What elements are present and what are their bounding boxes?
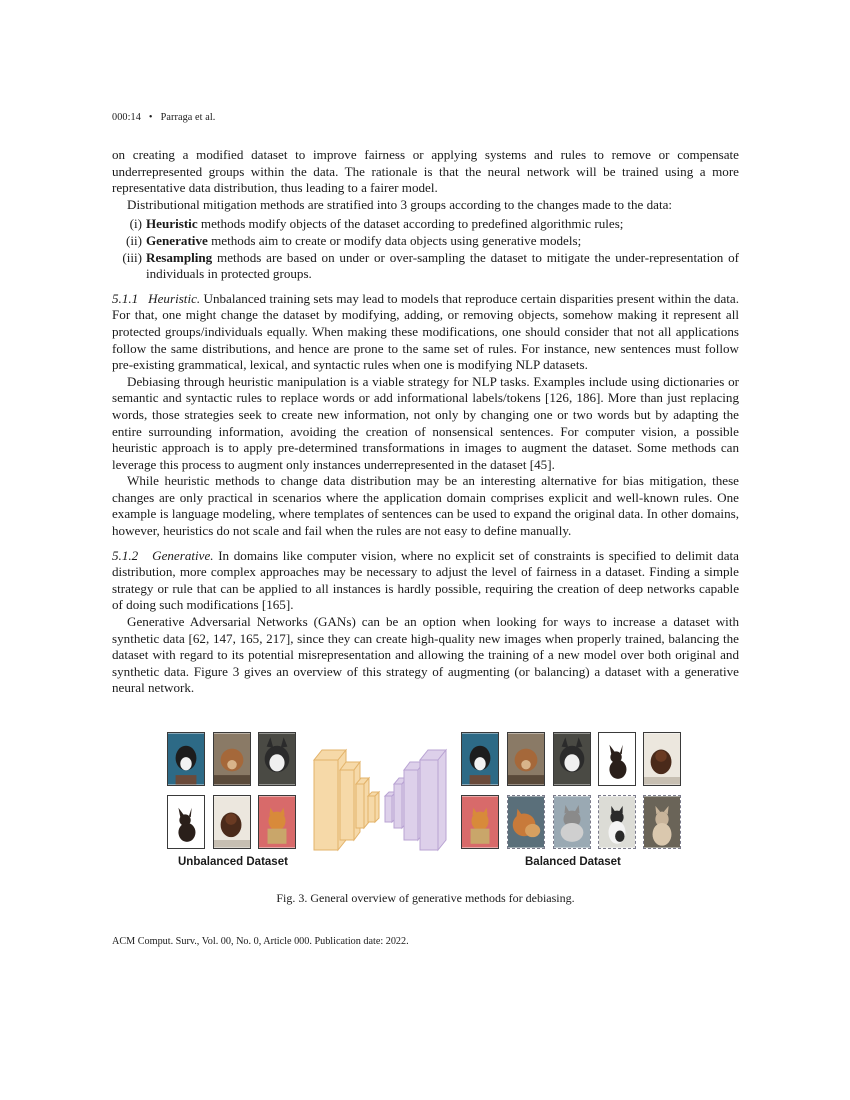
- unbalanced-dataset-label: Unbalanced Dataset: [178, 856, 288, 868]
- dog-photo: [167, 795, 205, 849]
- section-text: In domains like computer vision, where no explicit set of constraints is specified to delimit data distribution, more complex approaches may be necessary to adjust the level of fairness in a dataset. Finding a simple strategy or rule that can be applied to all instances is hardly possible, requiring the creation of deep networks capable of doing such modifications [165].: [112, 547, 739, 613]
- dog-photo: [507, 732, 545, 786]
- synthetic-cat-photo: [507, 795, 545, 849]
- cat-photo: [258, 795, 296, 849]
- list-text: methods modify objects of the dataset according to predefined algorithmic rules;: [197, 216, 624, 232]
- section-511-paragraph: [112, 291, 739, 374]
- page-footer: ACM Comput. Surv., Vol. 00, No. 0, Article 000. Publication date: 2022.: [112, 936, 409, 947]
- dog-photo: [461, 732, 499, 786]
- list-item: [112, 216, 739, 233]
- generative-network-diagram: [312, 744, 452, 854]
- dog-photo: [213, 732, 251, 786]
- running-head: [112, 112, 215, 123]
- paragraph: Distributional mitigation methods are stratified into 3 groups according to the changes made to the data:: [127, 196, 673, 212]
- balanced-dataset-label: Balanced Dataset: [525, 856, 621, 868]
- figure-caption: Fig. 3. General overview of generative methods for debiasing.: [276, 891, 575, 905]
- section-number: 5.1.1: [112, 290, 139, 306]
- page-number: 000:14: [112, 112, 141, 123]
- paragraph: Generative Adversarial Networks (GANs) can be an option when looking for ways to increase a dataset with synthetic data [62, 147, 165, 217], since they can create high-quality new images when properly trained, balancing the dataset with regard to its potential misrepresentation and allowing the training of a new model over both original and synthetic data. Figure 3 gives an overview of this strategy of augmenting (or balancing) a dataset with a generative neural network.: [112, 614, 739, 696]
- list-text: methods aim to create or modify data objects using generative models;: [207, 232, 582, 248]
- list-term: Heuristic: [146, 216, 198, 232]
- dog-photo: [553, 732, 591, 786]
- paragraph: While heuristic methods to change data distribution may be an interesting alternative for bias mitigation, these changes are only practical in scenarios where the application domain comprises explicit and well-known rules. One example is language modeling, where templates of sentences can be used to expand the original data. In other domains, however, heuristics do not scale and fail when the rules are not easy to define manually.: [112, 473, 739, 539]
- synthetic-cat-photo: [553, 795, 591, 849]
- section-number: 5.1.2: [112, 547, 139, 563]
- synthetic-cat-photo: [598, 795, 636, 849]
- running-authors: Parraga et al.: [160, 112, 216, 123]
- dog-photo: [258, 732, 296, 786]
- section-text: Unbalanced training sets may lead to models that reproduce certain disparities present within the data. For that, one might change the dataset by modifying, adding, or removing objects, somehow making it represent all protected groups/individuals equally. When making these modifications, one should consider that not all applications follow the same distributions, and hence are prone to the same set of rules. For instance, new sentences must follow pre-existing grammatical, lexical, and syntactic rules when one is modifying NLP datasets.: [112, 290, 739, 373]
- list-term: Resampling: [146, 249, 213, 265]
- encoder-blocks: [314, 750, 379, 850]
- list-item: [112, 233, 739, 250]
- list-text: methods are based on under or over-sampling the dataset to mitigate the under-representation of individuals in protected groups.: [146, 249, 739, 282]
- list-item: [112, 250, 739, 283]
- list-number: (ii): [126, 232, 142, 248]
- dog-photo: [598, 732, 636, 786]
- list-number: (i): [129, 216, 142, 232]
- dog-photo: [213, 795, 251, 849]
- list-number: (iii): [122, 249, 142, 265]
- methods-list: [112, 216, 739, 282]
- section-title: Heuristic.: [148, 290, 201, 306]
- paragraph: on creating a modified dataset to improve fairness or applying systems and rules to remove or compensate underrepresented groups within the data. The rationale is that the neural network will be trained using a more representative data distribution, thus leading to a fairer model.: [112, 147, 739, 196]
- synthetic-cat-photo: [643, 795, 681, 849]
- figure-3: [112, 730, 739, 875]
- body-text: [112, 147, 739, 697]
- section-512-paragraph: [112, 548, 739, 614]
- paragraph: Debiasing through heuristic manipulation is a viable strategy for NLP tasks. Examples include using dictionaries or semantic and syntactic rules to replace words or add informational labels/tokens [126, 186]. More than just replacing words, those strategies seek to create new information, not only by changing one or two words but by adapting the entire surrounding information, avoiding the creation of nonsensical sentences. For computer vision, a possible heuristic approach is to apply pre-determined transformations in images to augment the dataset. Some methods can leverage this process to augment only instances underrepresented in the dataset [45].: [112, 373, 739, 472]
- dog-photo: [643, 732, 681, 786]
- list-term: Generative: [146, 232, 208, 248]
- separator-bullet: •: [148, 112, 153, 123]
- decoder-blocks: [385, 750, 446, 850]
- cat-photo: [461, 795, 499, 849]
- section-title: Generative.: [152, 547, 214, 563]
- dog-photo: [167, 732, 205, 786]
